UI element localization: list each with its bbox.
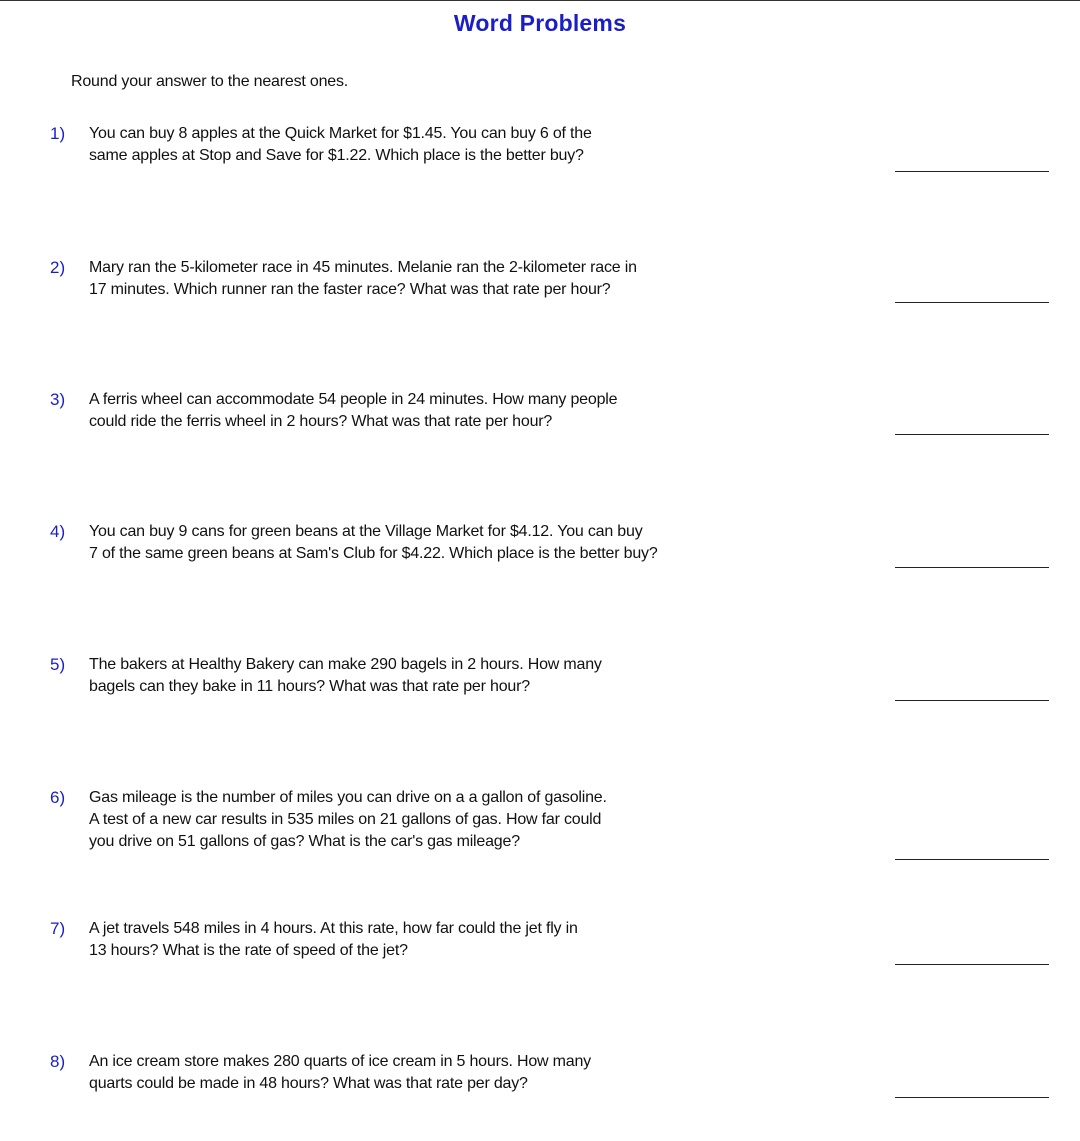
answer-blank[interactable]: [895, 171, 1049, 172]
answer-blank[interactable]: [895, 1097, 1049, 1098]
problem-number: 2): [50, 258, 66, 277]
answer-blank[interactable]: [895, 700, 1049, 701]
problem-line: An ice cream store makes 280 quarts of ice cream in 5 hours. How many: [89, 1053, 591, 1070]
answer-blank[interactable]: [895, 434, 1049, 435]
problem-text: [89, 123, 879, 167]
instructions: Round your answer to the nearest ones.: [71, 73, 349, 90]
problem-line: A jet travels 548 miles in 4 hours. At this rate, how far could the jet fly in: [89, 920, 578, 937]
problem-number: 4): [50, 522, 66, 541]
problem-number: 3): [50, 390, 66, 409]
problem-line: 17 minutes. Which runner ran the faster race? What was that rate per hour?: [89, 281, 611, 298]
problem-number: 7): [50, 919, 66, 938]
problem-line: bagels can they bake in 11 hours? What was that rate per hour?: [89, 678, 530, 695]
problem-line: Gas mileage is the number of miles you can drive on a a gallon of gasoline.: [89, 789, 607, 806]
top-divider: [0, 0, 1080, 1]
problem-line: A ferris wheel can accommodate 54 people in 24 minutes. How many people: [89, 391, 618, 408]
problem-number: 1): [50, 124, 66, 143]
answer-blank[interactable]: [895, 859, 1049, 860]
page-title: Word Problems: [453, 10, 627, 36]
problem-number: 5): [50, 655, 66, 674]
problem-text: [89, 1051, 879, 1095]
problem-text: [89, 521, 879, 565]
answer-blank[interactable]: [895, 302, 1049, 303]
problem-number: 8): [50, 1052, 66, 1071]
problem-number: 6): [50, 788, 66, 807]
problem-line: you drive on 51 gallons of gas? What is the car's gas mileage?: [89, 833, 520, 850]
problem-line: 13 hours? What is the rate of speed of the jet?: [89, 942, 408, 959]
problem-text: [89, 787, 879, 853]
problem-line: A test of a new car results in 535 miles on 21 gallons of gas. How far could: [89, 811, 602, 828]
problem-line: same apples at Stop and Save for $1.22. Which place is the better buy?: [89, 147, 584, 164]
answer-blank[interactable]: [895, 567, 1049, 568]
problem-text: [89, 654, 879, 698]
problem-line: You can buy 9 cans for green beans at the Village Market for $4.12. You can buy: [89, 523, 643, 540]
problem-line: could ride the ferris wheel in 2 hours? What was that rate per hour?: [89, 413, 553, 430]
problem-text: [89, 918, 879, 962]
problem-line: quarts could be made in 48 hours? What was that rate per day?: [89, 1075, 528, 1092]
problem-text: [89, 257, 879, 301]
problem-line: The bakers at Healthy Bakery can make 290 bagels in 2 hours. How many: [89, 656, 602, 673]
answer-blank[interactable]: [895, 964, 1049, 965]
problem-text: [89, 389, 879, 433]
problem-line: Mary ran the 5-kilometer race in 45 minutes. Melanie ran the 2-kilometer race in: [89, 259, 637, 276]
problem-line: You can buy 8 apples at the Quick Market for $1.45. You can buy 6 of the: [89, 125, 592, 142]
problem-line: 7 of the same green beans at Sam's Club for $4.22. Which place is the better buy?: [89, 545, 658, 562]
